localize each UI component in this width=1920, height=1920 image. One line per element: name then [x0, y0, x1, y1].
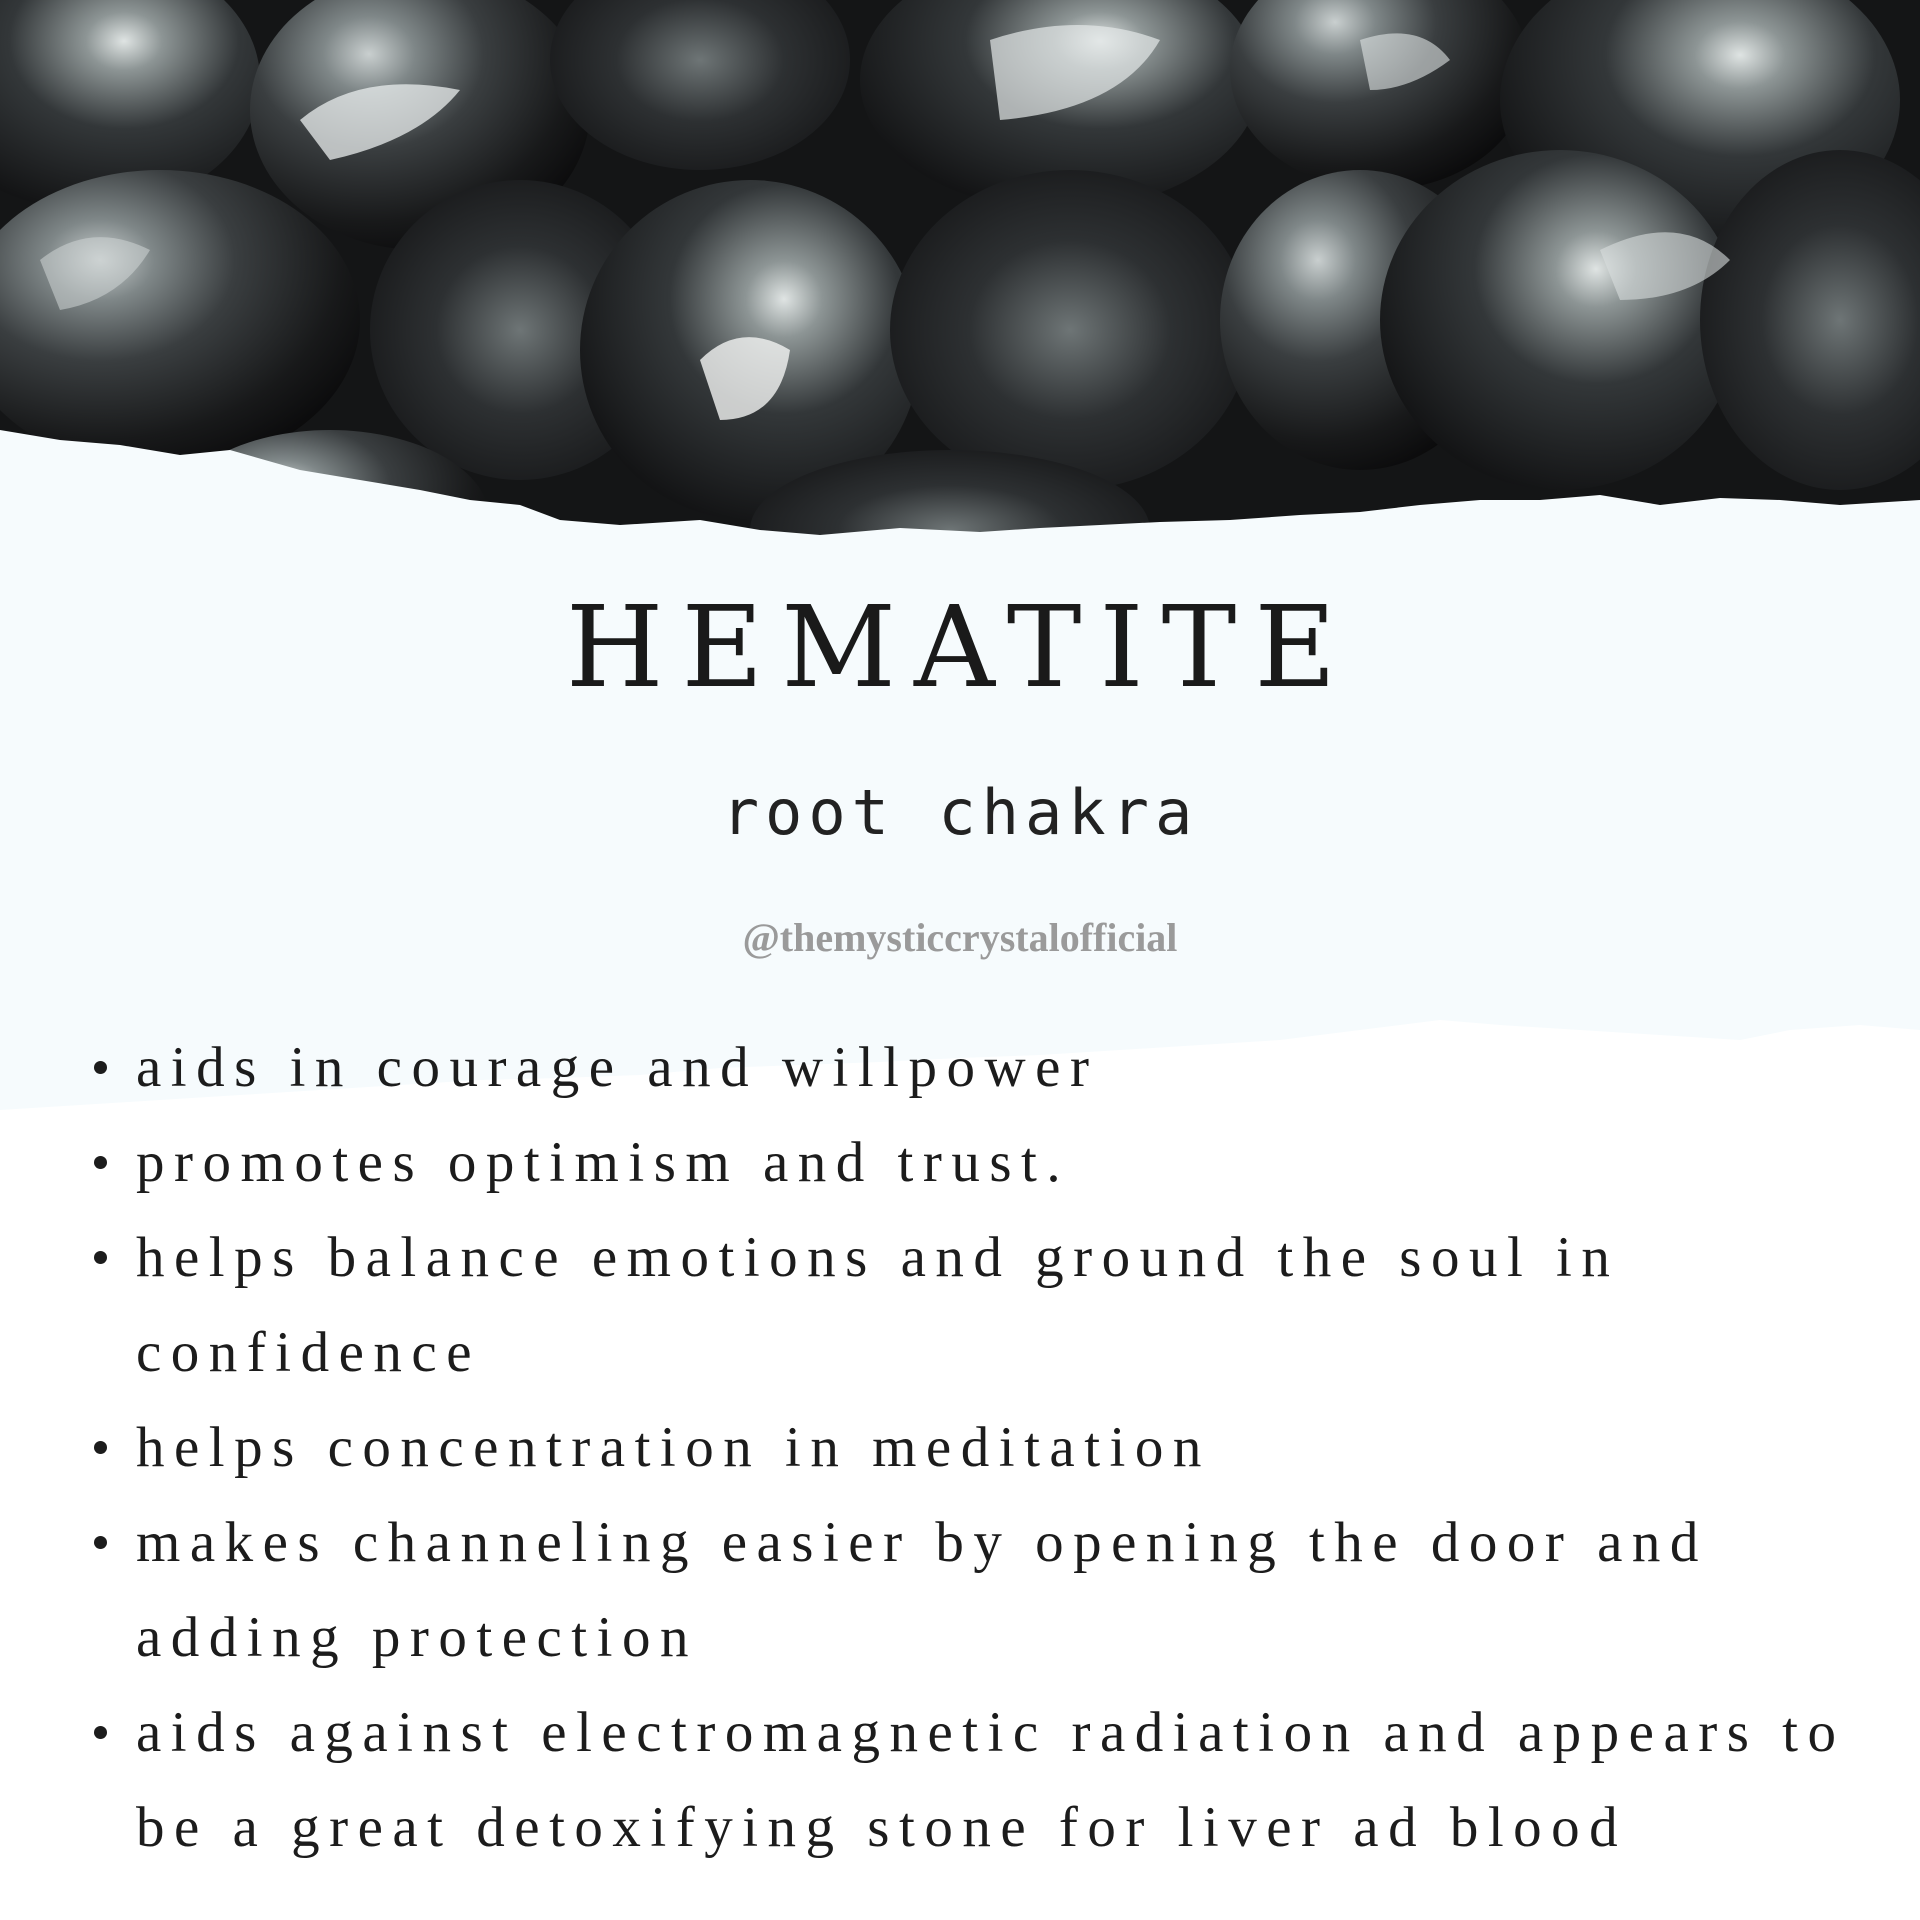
benefit-text: helps balance emotions and ground the soul in confidence [136, 1226, 1620, 1384]
bullet-icon [94, 1156, 107, 1169]
benefit-text: promotes optimism and trust. [136, 1131, 1071, 1194]
bullet-icon [94, 1536, 107, 1549]
benefits-list [90, 1020, 1890, 1875]
list-item [90, 1020, 1890, 1115]
list-item [90, 1210, 1890, 1400]
list-item [90, 1115, 1890, 1210]
social-handle: @themysticcrystalofficial [742, 915, 1178, 960]
list-item [90, 1400, 1890, 1495]
chakra-subtitle: root chakra [721, 776, 1199, 849]
benefit-text: aids in courage and willpower [136, 1036, 1099, 1099]
benefit-text: makes channeling easier by opening the door and adding protection [136, 1511, 1708, 1669]
list-item [90, 1685, 1890, 1875]
bullet-icon [94, 1061, 107, 1074]
bullet-icon [94, 1251, 107, 1264]
list-item [90, 1495, 1890, 1685]
benefit-text: aids against electromagnetic radiation and appears to be a great detoxifying stone for liver ad blood [136, 1701, 1846, 1859]
bullet-icon [94, 1441, 107, 1454]
page-title: HEMATITE [565, 583, 1355, 713]
bullet-icon [94, 1726, 107, 1739]
benefit-text: helps concentration in meditation [136, 1416, 1211, 1479]
